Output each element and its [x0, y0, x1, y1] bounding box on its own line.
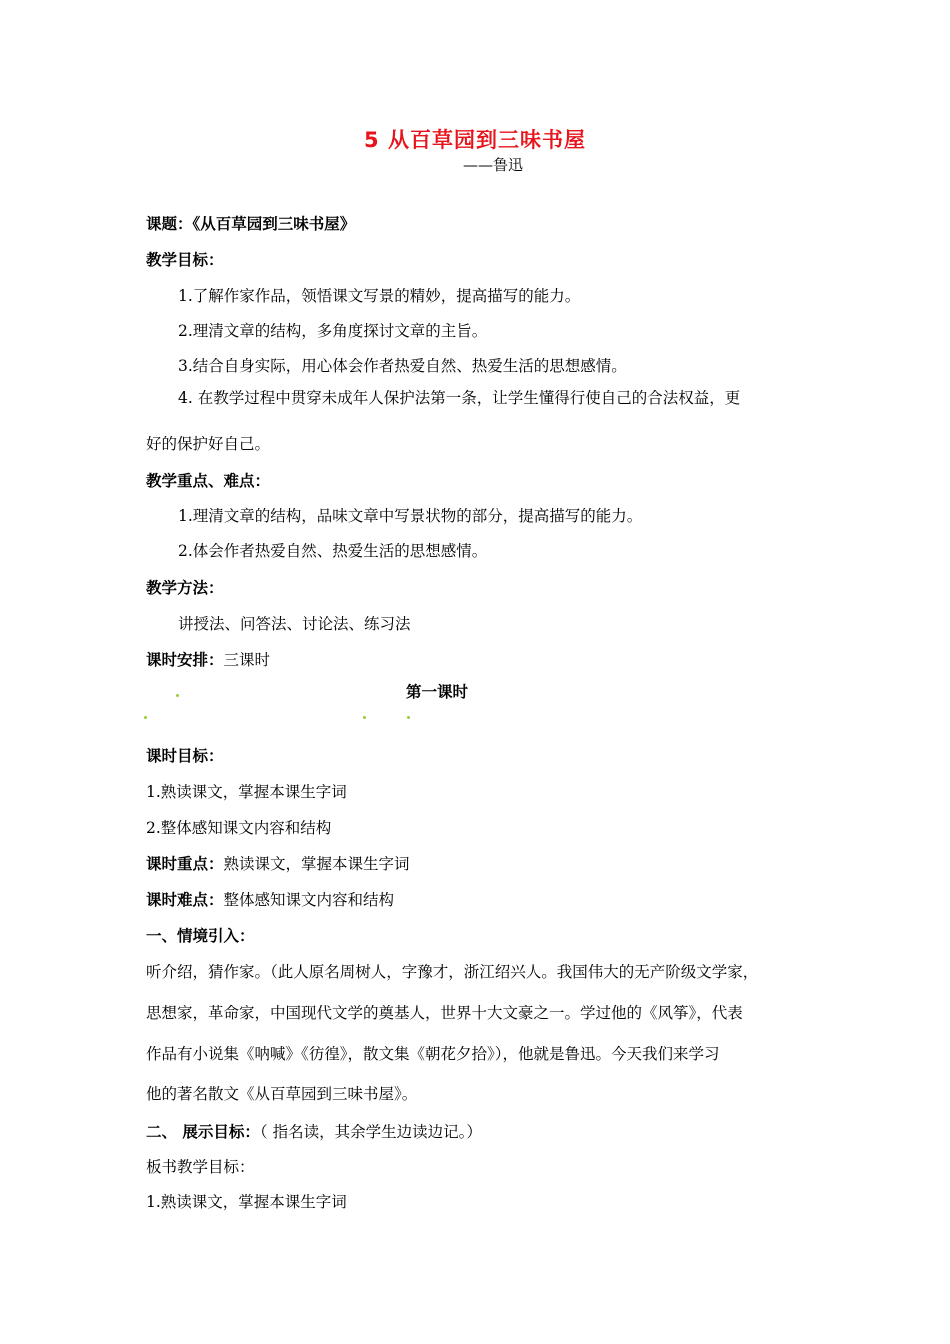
goal-item: 1.了解作家作品，领悟课文写景的精妙，提高描写的能力。: [178, 287, 581, 305]
method-value: 讲授法、问答法、讨论法、练习法: [178, 615, 411, 633]
section1-heading: 一、情境引入：: [146, 927, 255, 945]
section1-paragraph-line: 作品有小说集《呐喊》《彷徨》，散文集《朝花夕拾》），他就是鲁迅。今天我们来学习: [146, 1045, 720, 1063]
period-focus-line: [146, 854, 410, 874]
schedule-line: [146, 650, 270, 670]
period-goal-item: 1.熟读课文，掌握本课生字词: [146, 783, 347, 801]
topic-label: 课题：: [146, 215, 193, 233]
goal-item-continued: 好的保护好自己。: [146, 435, 271, 453]
period-focus-label: 课时重点：: [146, 855, 224, 873]
section1-paragraph-line: 他的著名散文《从百草园到三味书屋》。: [146, 1085, 418, 1103]
board-item: 1.熟读课文，掌握本课生字词: [146, 1193, 347, 1211]
board-label: 板书教学目标：: [146, 1158, 255, 1176]
section1-paragraph-line: 听介绍，猜作家。（此人原名周树人，字豫才，浙江绍兴人。我国伟大的无产阶级文学家，: [146, 963, 759, 981]
period-difficulty-label: 课时难点：: [146, 891, 224, 909]
period-difficulty-line: [146, 890, 394, 910]
key-point-item: 1.理清文章的结构，品味文章中写景状物的部分，提高描写的能力。: [178, 507, 643, 525]
section2-line: [146, 1122, 482, 1142]
period-goals-label: 课时目标：: [146, 747, 224, 765]
method-label: 教学方法：: [146, 579, 224, 597]
decorative-dot: [363, 716, 366, 719]
decorative-dot: [407, 716, 410, 719]
key-points-label: 教学重点、难点：: [146, 472, 271, 490]
decorative-dot: [176, 694, 179, 697]
goal-item: 3.结合自身实际，用心体会作者热爱自然、热爱生活的思想感情。: [178, 357, 627, 375]
key-point-item: 2.体会作者热爱自然、热爱生活的思想感情。: [178, 542, 488, 560]
section2-value: （ 指名读，其余学生边读边记。）: [259, 1123, 482, 1141]
goal-item: 4. 在教学过程中贯穿未成年人保护法第一条，让学生懂得行使自己的合法权益，更: [178, 389, 741, 407]
schedule-label: 课时安排：: [146, 651, 224, 669]
topic-line: [146, 214, 355, 234]
period-difficulty-value: 整体感知课文内容和结构: [223, 891, 395, 909]
period-focus-value: 熟读课文，掌握本课生字词: [223, 855, 410, 873]
topic-value: 《从百草园到三味书屋》: [192, 215, 356, 233]
period-goal-item: 2.整体感知课文内容和结构: [146, 819, 332, 837]
section1-paragraph-line: 思想家，革命家，中国现代文学的奠基人，世界十大文豪之一。学过他的《风筝》，代表: [146, 1004, 743, 1022]
section2-heading: 二、 展示目标：: [146, 1123, 260, 1141]
decorative-dot: [144, 716, 147, 719]
author-line: ——鲁迅: [463, 156, 524, 174]
schedule-value: 三课时: [223, 651, 271, 669]
page-title: 5 从百草园到三味书屋: [364, 128, 586, 152]
goal-item: 2.理清文章的结构，多角度探讨文章的主旨。: [178, 322, 488, 340]
period-heading: 第一课时: [406, 683, 469, 701]
goals-label: 教学目标：: [146, 251, 224, 269]
